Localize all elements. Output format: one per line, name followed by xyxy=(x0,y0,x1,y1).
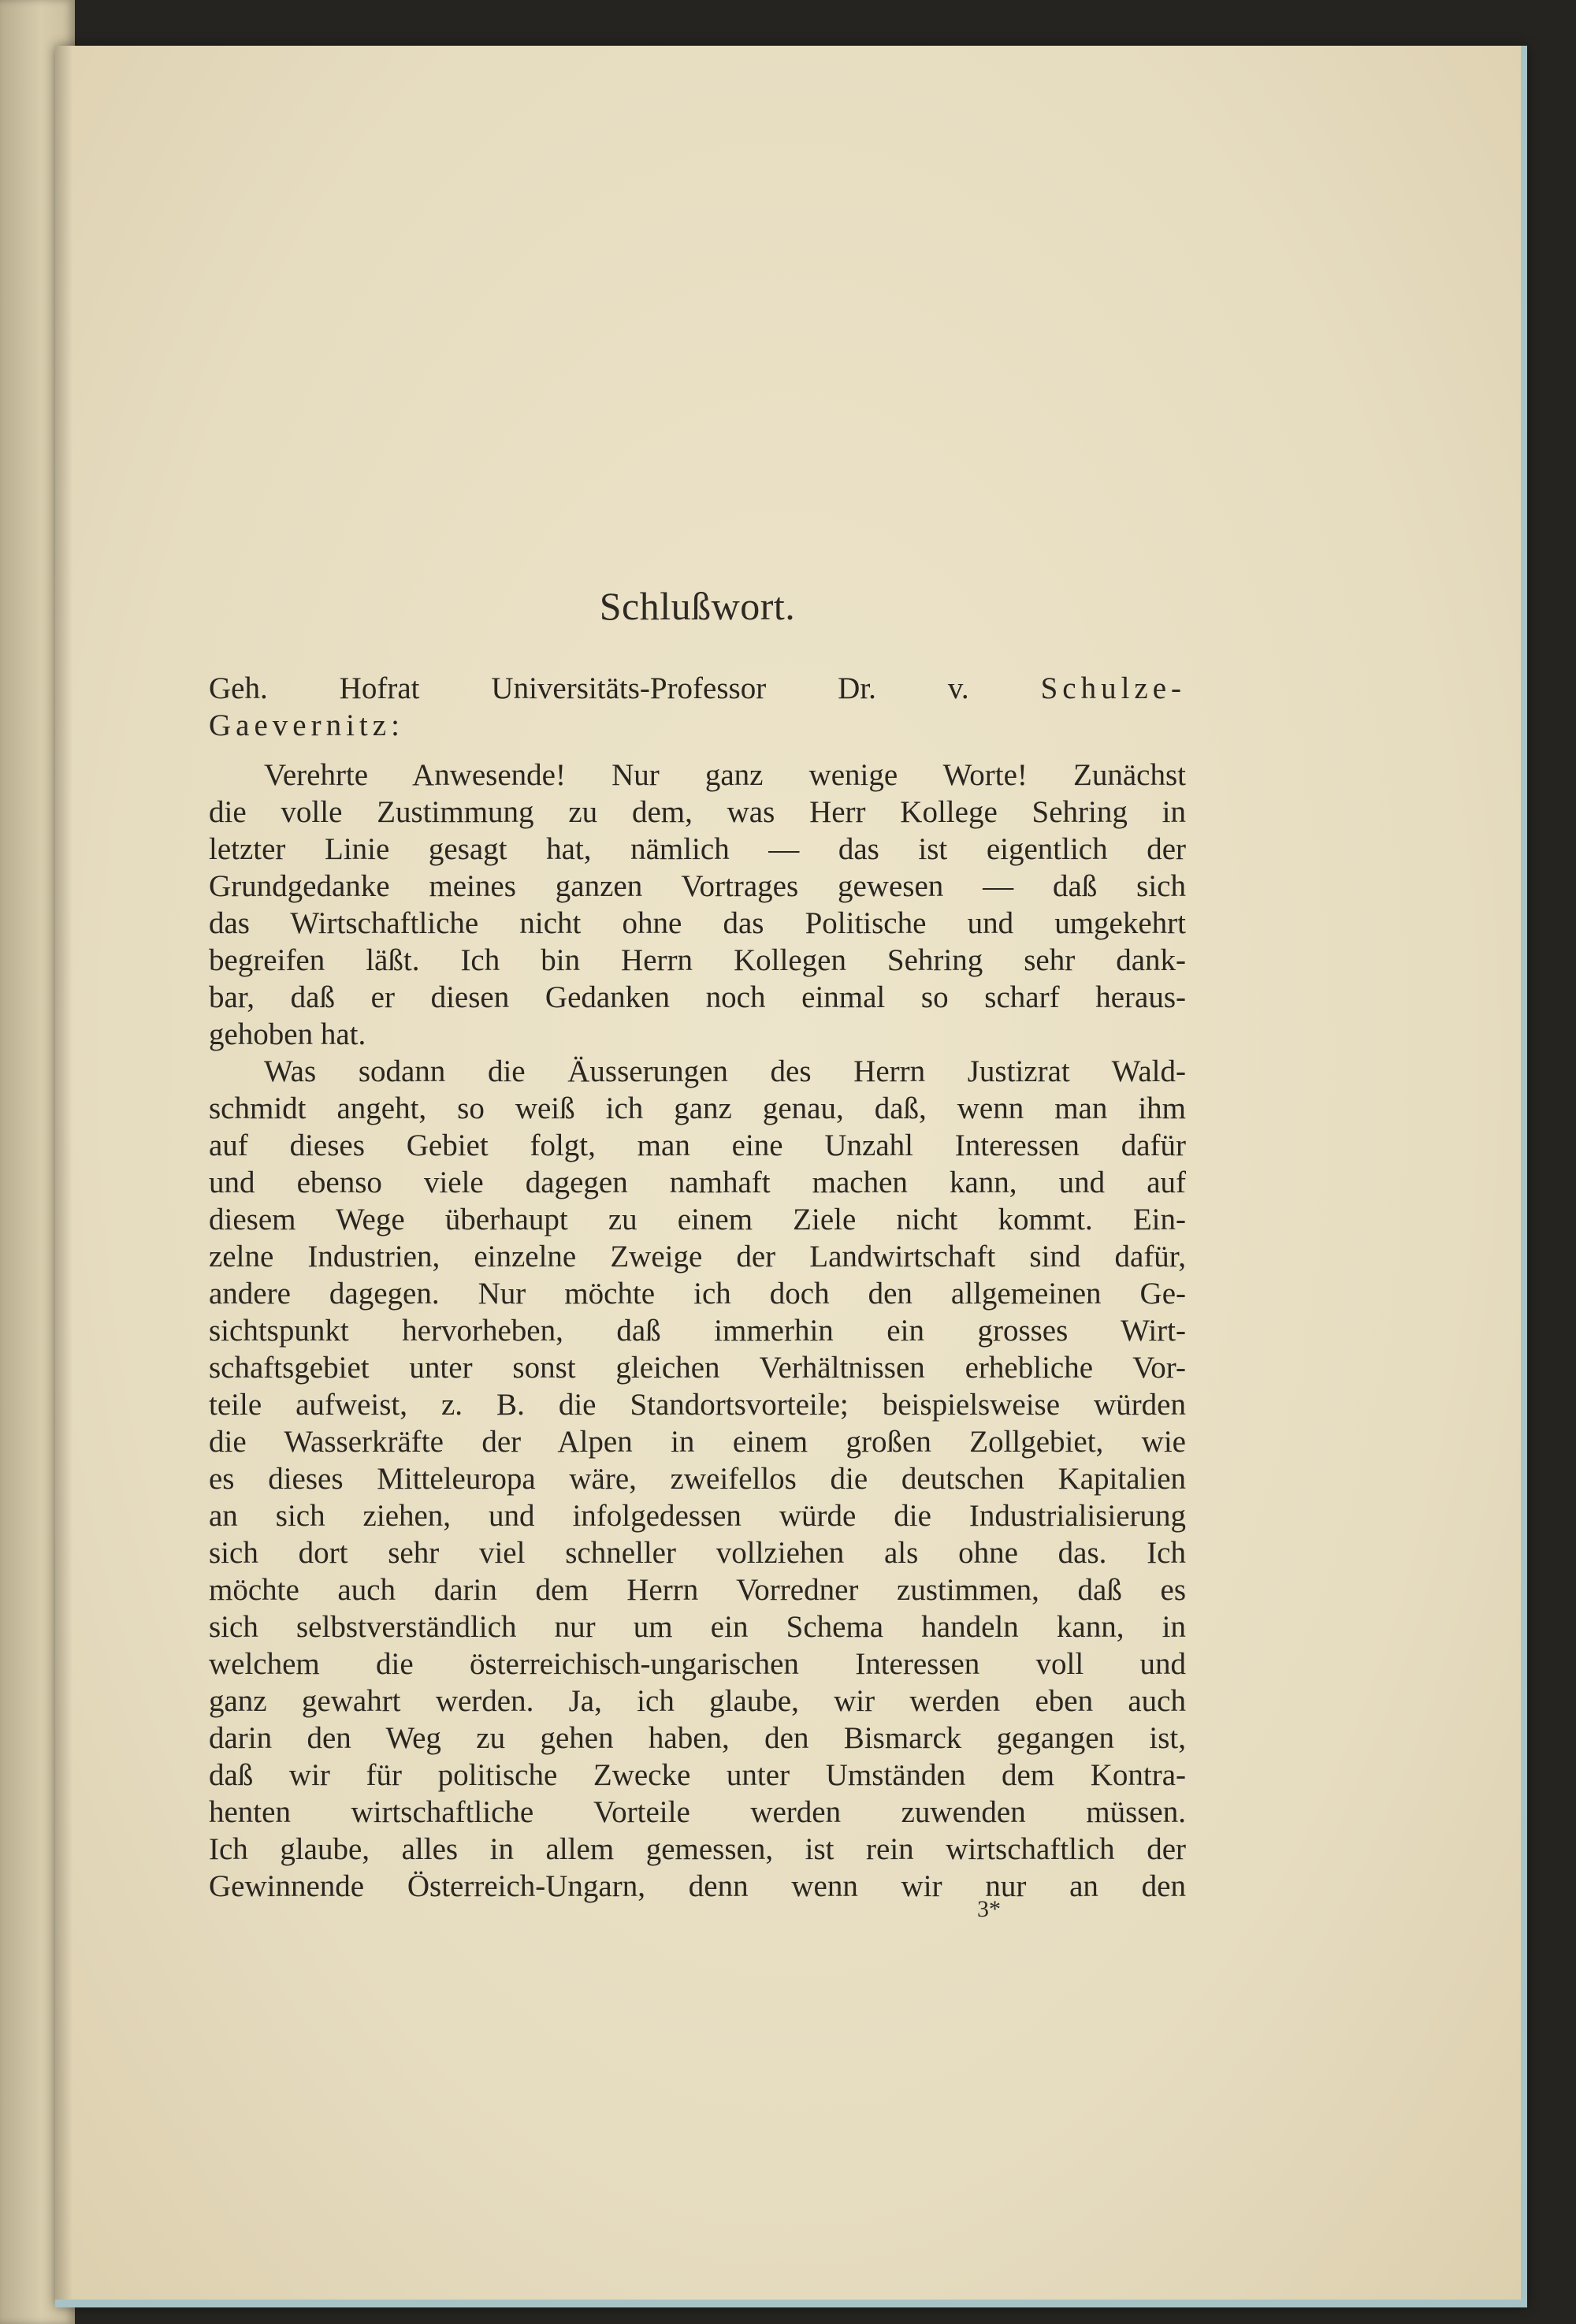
text-line: Was sodann die Äusserungen des Herrn Justizrat Wald- xyxy=(264,1054,1186,1088)
text-line: und ebenso viele dagegen namhaft machen kann, und auf xyxy=(209,1166,1186,1199)
text-line: schaftsgebiet unter sonst gleichen Verhältnissen erhebliche Vor- xyxy=(209,1351,1186,1385)
page-number: 3* xyxy=(977,1896,1001,1922)
speaker-name-part2: Gaevernitz: xyxy=(209,708,404,742)
text-line: teile aufweist, z. B. die Standortsvorteile; beispielsweise würden xyxy=(209,1388,1186,1422)
text-line: gehoben hat. xyxy=(209,1017,366,1051)
speaker-name-part1: Schulze- xyxy=(1040,671,1187,705)
body-text xyxy=(209,757,1186,1905)
text-line: bar, daß er diesen Gedanken noch einmal so scharf heraus- xyxy=(209,980,1186,1014)
text-line: zelne Industrien, einzelne Zweige der Landwirtschaft sind dafür, xyxy=(209,1240,1186,1274)
text-line: es dieses Mitteleuropa wäre, zweifellos die deutschen Kapitalien xyxy=(209,1462,1186,1496)
text-line: begreifen läßt. Ich bin Herrn Kollegen Sehring sehr dank- xyxy=(209,943,1186,977)
text-line: andere dagegen. Nur möchte ich doch den allgemeinen Ge- xyxy=(209,1277,1186,1311)
text-line: diesem Wege überhaupt zu einem Ziele nicht kommt. Ein- xyxy=(209,1203,1186,1236)
text-line: welchem die österreichisch-ungarischen Interessen voll und xyxy=(209,1647,1186,1681)
text-line: sich selbstverständlich nur um ein Schema handeln kann, in xyxy=(209,1610,1186,1644)
page-title: Schlußwort. xyxy=(599,584,796,628)
text-line: möchte auch darin dem Herrn Vorredner zustimmen, daß es xyxy=(209,1573,1186,1607)
text-line: Grundgedanke meines ganzen Vortrages gewesen — daß sich xyxy=(209,869,1186,903)
text-line: sichtspunkt hervorheben, daß immerhin ein grosses Wirt- xyxy=(209,1314,1186,1348)
speaker-line xyxy=(209,670,1186,707)
text-line: schmidt angeht, so weiß ich ganz genau, daß, wenn man ihm xyxy=(209,1091,1186,1125)
text-line: die volle Zustimmung zu dem, was Herr Kollege Sehring in xyxy=(209,795,1186,829)
text-line: daß wir für politische Zwecke unter Umständen dem Kontra- xyxy=(209,1758,1186,1792)
text-line: ganz gewahrt werden. Ja, ich glaube, wir werden eben auch xyxy=(209,1684,1186,1718)
text-line: die Wasserkräfte der Alpen in einem großen Zollgebiet, wie xyxy=(209,1425,1186,1459)
text-line: Gewinnende Österreich-Ungarn, denn wenn wir nur an den xyxy=(209,1869,1186,1903)
text-line: sich dort sehr viel schneller vollziehen als ohne das. Ich xyxy=(209,1536,1186,1570)
speaker-prefix: Geh. Hofrat Universitäts-Professor Dr. v. xyxy=(209,671,969,705)
text-line: auf dieses Gebiet folgt, man eine Unzahl Interessen dafür xyxy=(209,1129,1186,1162)
text-line: Ich glaube, alles in allem gemessen, ist rein wirtschaftlich der xyxy=(209,1832,1186,1866)
text-line: an sich ziehen, und infolgedessen würde die Industrialisierung xyxy=(209,1499,1186,1533)
text-line: das Wirtschaftliche nicht ohne das Politische und umgekehrt xyxy=(209,906,1186,940)
text-line: darin den Weg zu gehen haben, den Bismarck gegangen ist, xyxy=(209,1721,1186,1755)
text-line: Verehrte Anwesende! Nur ganz wenige Worte! Zunächst xyxy=(264,758,1186,792)
page-gutter-shadow xyxy=(55,46,72,2300)
text-line: henten wirtschaftliche Vorteile werden zuwenden müssen. xyxy=(209,1795,1186,1829)
text-line: letzter Linie gesagt hat, nämlich — das ist eigentlich der xyxy=(209,832,1186,866)
